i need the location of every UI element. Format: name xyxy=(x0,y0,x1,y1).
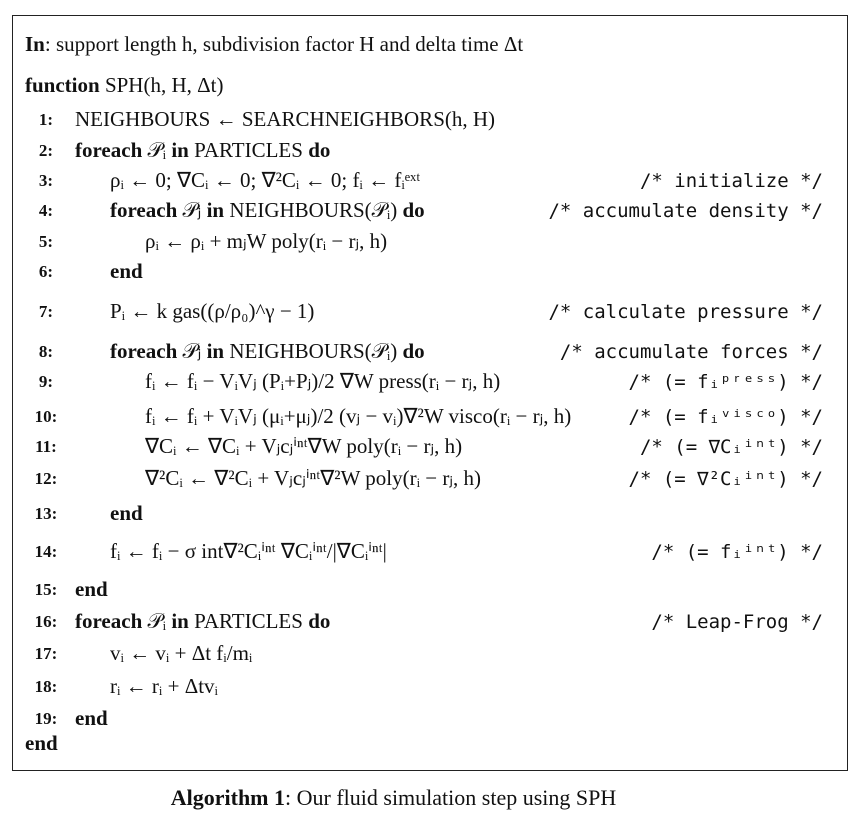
final-end: end xyxy=(25,731,58,755)
line-code: foreach 𝒫ᵢ in PARTICLES do xyxy=(75,138,331,162)
algorithm-line xyxy=(13,336,847,366)
line-comment: /* (= fᵢᵖʳᵉˢˢ) */ xyxy=(628,371,823,393)
caption-text: : Our fluid simulation step using SPH xyxy=(285,785,617,810)
algorithm-line xyxy=(13,638,847,668)
line-number: 16: xyxy=(34,612,58,631)
line-number: 6: xyxy=(38,262,54,281)
line-comment: /* Leap-Frog */ xyxy=(651,611,823,633)
line-number: 9: xyxy=(38,372,54,391)
line-code: foreach 𝒫ᵢ in PARTICLES do xyxy=(75,609,331,633)
line-code: fᵢ ← fᵢ − σ int∇²Cᵢⁱⁿᵗ ∇Cᵢⁱⁿᵗ/|∇Cᵢⁱⁿᵗ| xyxy=(110,539,387,563)
line-number: 15: xyxy=(34,580,58,599)
line-code: ρᵢ ← ρᵢ + mⱼW poly(rᵢ − rⱼ, h) xyxy=(145,229,388,253)
line-number: 7: xyxy=(38,302,54,321)
line-comment: /* accumulate forces */ xyxy=(559,341,823,363)
algorithm-line xyxy=(13,703,847,733)
line-number: 8: xyxy=(38,342,54,361)
algorithm-line xyxy=(13,104,847,134)
line-code: end xyxy=(110,259,143,283)
algorithm-line xyxy=(13,226,847,256)
line-comment: /* (= fᵢᵛⁱˢᶜᵒ) */ xyxy=(628,406,823,428)
input-line xyxy=(13,32,847,62)
algorithm-line xyxy=(13,401,847,431)
algorithm-box xyxy=(12,15,848,771)
line-code: rᵢ ← rᵢ + Δtvᵢ xyxy=(110,674,218,698)
in-text: : support length h, subdivision factor H and delta time Δt xyxy=(44,32,524,56)
in-label: In xyxy=(25,32,45,56)
algorithm-line xyxy=(13,431,847,461)
line-number: 3: xyxy=(38,171,54,190)
line-code: foreach 𝒫ⱼ in NEIGHBOURS(𝒫ᵢ) do xyxy=(110,339,425,363)
line-number: 13: xyxy=(34,504,58,523)
line-code: ∇Cᵢ ← ∇Cᵢ + Vⱼcⱼⁱⁿᵗ∇W poly(rᵢ − rⱼ, h) xyxy=(145,434,463,458)
line-comment: /* (= fᵢⁱⁿᵗ) */ xyxy=(651,541,823,563)
line-code: end xyxy=(110,501,143,525)
line-comment: /* (= ∇²Cᵢⁱⁿᵗ) */ xyxy=(628,468,823,490)
line-comment: /* accumulate density */ xyxy=(548,200,823,222)
line-number: 17: xyxy=(34,644,58,663)
line-number: 14: xyxy=(34,542,58,561)
line-number: 19: xyxy=(34,709,58,728)
line-code: Pᵢ ← k gas((ρ/ρ₀)^γ − 1) xyxy=(110,299,315,323)
line-number: 10: xyxy=(34,407,58,426)
line-code: end xyxy=(75,577,108,601)
line-number: 2: xyxy=(38,141,54,160)
line-code: NEIGHBOURS ← SEARCHNEIGHBORS(h, H) xyxy=(75,107,496,131)
function-line xyxy=(13,73,847,103)
algorithm-line xyxy=(13,195,847,225)
algorithm-line xyxy=(13,135,847,165)
line-number: 11: xyxy=(35,437,57,456)
line-code: ∇²Cᵢ ← ∇²Cᵢ + Vⱼcⱼⁱⁿᵗ∇²W poly(rᵢ − rⱼ, h) xyxy=(145,466,482,490)
line-number: 5: xyxy=(38,232,54,251)
algorithm-line xyxy=(13,366,847,396)
line-comment: /* (= ∇Cᵢⁱⁿᵗ) */ xyxy=(639,436,823,458)
caption-label: Algorithm 1 xyxy=(170,785,285,810)
line-code: end xyxy=(75,706,108,730)
line-code: fᵢ ← fᵢ + VᵢVⱼ (μᵢ+μⱼ)/2 (vⱼ − vᵢ)∇²W visco(rᵢ − rⱼ, h) xyxy=(145,404,572,428)
function-keyword: function xyxy=(25,73,100,97)
line-comment: /* calculate pressure */ xyxy=(548,301,823,323)
line-number: 18: xyxy=(34,677,58,696)
algorithm-line xyxy=(13,463,847,493)
line-comment: /* initialize */ xyxy=(639,170,823,192)
function-signature: SPH(h, H, Δt) xyxy=(99,73,224,97)
line-number: 4: xyxy=(38,201,54,220)
line-code: vᵢ ← vᵢ + Δt fᵢ/mᵢ xyxy=(110,641,253,665)
algorithm-line xyxy=(13,536,847,566)
algorithm-line xyxy=(13,606,847,636)
line-code: foreach 𝒫ⱼ in NEIGHBOURS(𝒫ᵢ) do xyxy=(110,198,425,222)
algorithm-line xyxy=(13,671,847,701)
algorithm-line xyxy=(13,256,847,286)
algorithm-caption xyxy=(0,785,787,811)
line-number: 12: xyxy=(34,469,58,488)
line-code: ρᵢ ← 0; ∇Cᵢ ← 0; ∇²Cᵢ ← 0; fᵢ ← fᵢᵉˣᵗ xyxy=(110,168,421,192)
algorithm-line xyxy=(13,296,847,326)
algorithm-line xyxy=(13,165,847,195)
algorithm-line xyxy=(13,498,847,528)
line-code: fᵢ ← fᵢ − VᵢVⱼ (Pᵢ+Pⱼ)/2 ∇W press(rᵢ − rⱼ, h) xyxy=(145,369,501,393)
algorithm-line xyxy=(13,574,847,604)
line-number: 1: xyxy=(38,110,54,129)
